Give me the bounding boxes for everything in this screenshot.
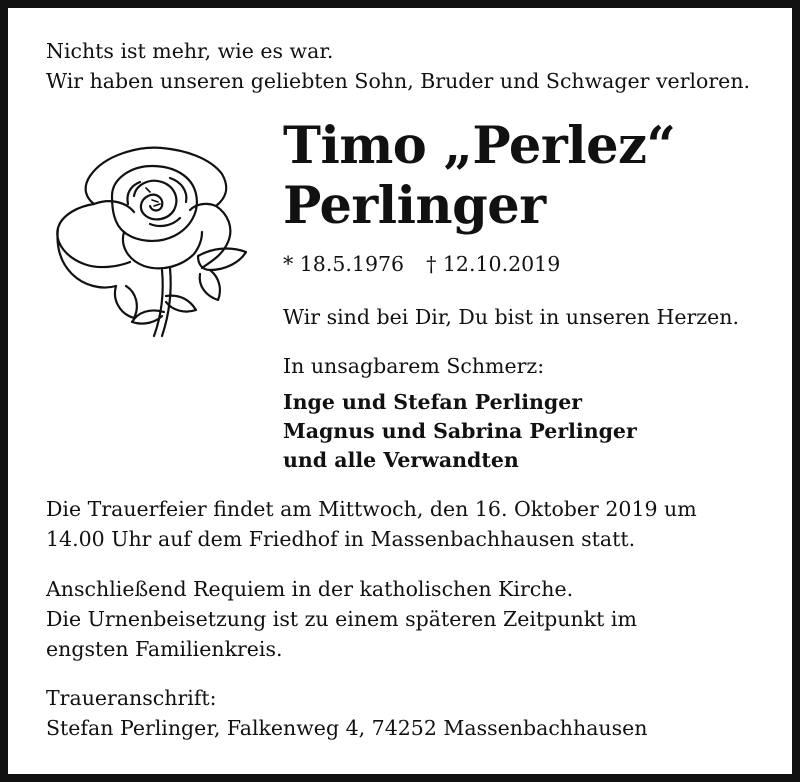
intro-line-2: Wir haben unseren geliebten Sohn, Bruder und Schwager verloren. (46, 69, 751, 93)
motto: Wir sind bei Dir, Du bist in unseren Herzen. (283, 305, 739, 329)
death-date: † 12.10.2019 (426, 252, 561, 276)
service-line-2: 14.00 Uhr auf dem Friedhof in Massenbachhausen statt. (46, 527, 636, 551)
mourner-name: Magnus und Sabrina Perlinger (283, 419, 637, 443)
intro-line-1: Nichts ist mehr, wie es war. (46, 39, 334, 63)
service-line-1: Die Trauerfeier findet am Mittwoch, den 16. Oktober 2019 um (46, 497, 697, 521)
mourners-intro: In unsagbarem Schmerz: (283, 354, 545, 378)
deceased-name-line-1: Timo „Perlez“ (283, 116, 676, 176)
requiem-line-1: Anschließend Requiem in der katholischen Kirche. (46, 577, 574, 601)
rose-icon (50, 136, 250, 341)
requiem-line-2: Die Urnenbeisetzung ist zu einem späteren Zeitpunkt im (46, 607, 637, 631)
birth-date: * 18.5.1976 (283, 252, 405, 276)
address-value: Stefan Perlinger, Falkenweg 4, 74252 Massenbachhausen (46, 716, 648, 740)
mourner-name: und alle Verwandten (283, 448, 519, 472)
life-dates (283, 251, 560, 278)
requiem-line-3: engsten Familienkreis. (46, 637, 283, 661)
mourner-name: Inge und Stefan Perlinger (283, 390, 583, 414)
address-label: Traueranschrift: (46, 686, 217, 710)
deceased-name-line-2: Perlinger (283, 176, 546, 236)
